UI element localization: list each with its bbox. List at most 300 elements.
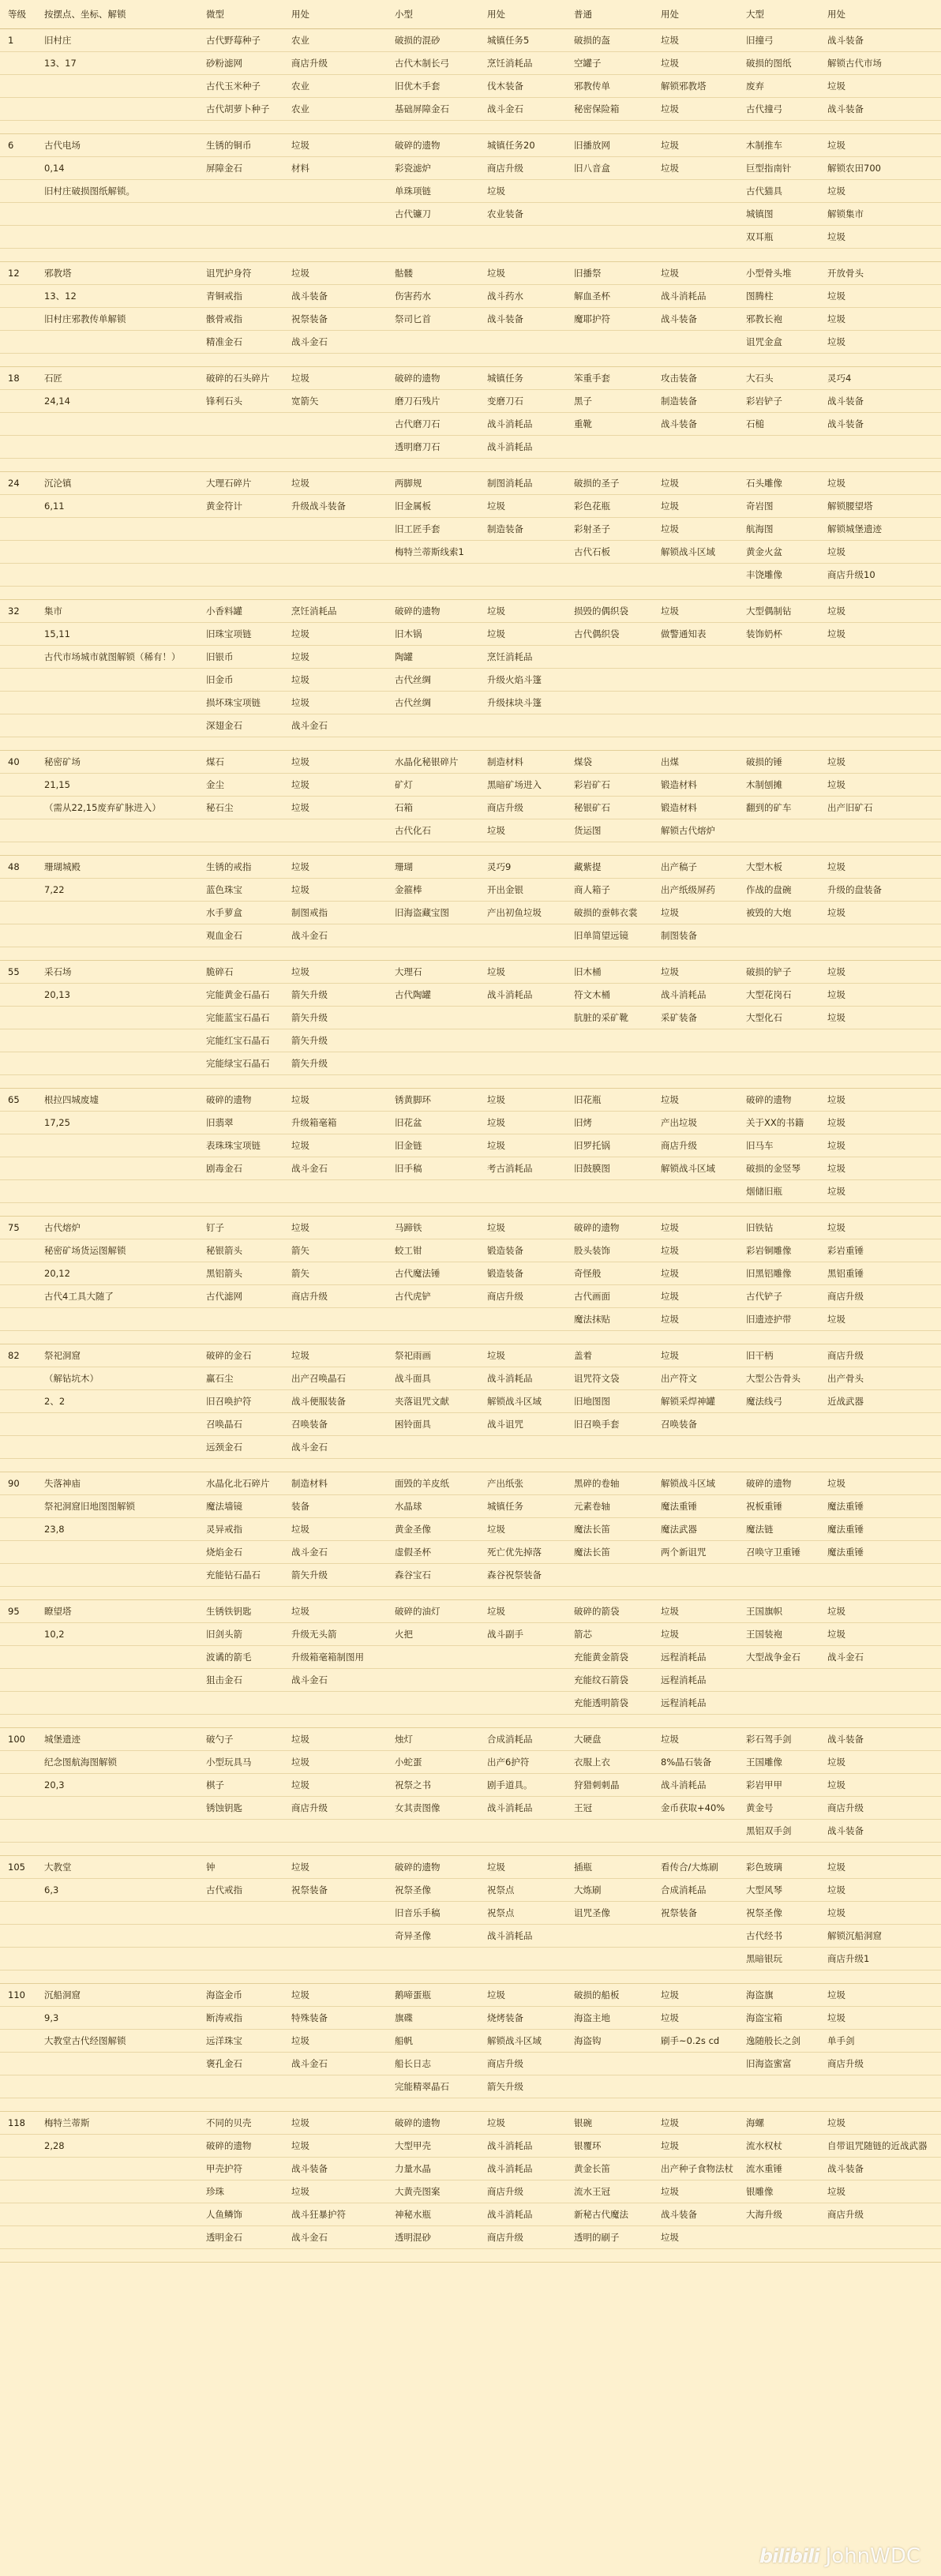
table-cell (36, 203, 198, 226)
table-cell: 垃圾 (479, 1089, 566, 1112)
table-cell (653, 1564, 738, 1587)
table-cell: 魔耶护符 (566, 308, 653, 331)
table-cell: 垃圾 (653, 262, 738, 285)
table-cell: 小型骨头堆 (738, 262, 819, 285)
table-cell: 死亡优先掉落 (479, 1541, 566, 1564)
table-cell: 垃圾 (283, 797, 387, 819)
table-cell: 垃圾 (819, 1774, 941, 1797)
table-cell: 垃圾 (283, 1984, 387, 2007)
table-cell: 灵巧9 (479, 856, 566, 879)
table-cell: 升级抹块斗篷 (479, 692, 566, 714)
table-cell: 垃圾 (653, 1285, 738, 1308)
table-cell: 秘密矿场 (36, 751, 198, 774)
table-cell: 精准金石 (198, 331, 283, 354)
table-row (0, 2053, 941, 2075)
table-cell: 垃圾 (819, 1984, 941, 2007)
table-cell (738, 1564, 819, 1587)
table-cell: 木制刨摊 (738, 774, 819, 797)
table-cell: 垃圾 (819, 308, 941, 331)
table-cell: 远颈金石 (198, 1436, 283, 1459)
table-cell: 垃圾 (653, 902, 738, 924)
table-cell (283, 819, 387, 842)
table-cell: 垃圾 (653, 600, 738, 623)
table-cell: 装备 (283, 1495, 387, 1518)
table-cell: 古代丝绸 (387, 692, 479, 714)
table-row (0, 1728, 941, 1751)
table-cell: 垃圾 (479, 180, 566, 203)
table-cell (653, 436, 738, 459)
table-row (0, 1879, 941, 1902)
table-cell: 7,22 (36, 879, 198, 902)
table-cell: 召唤晶石 (198, 1413, 283, 1436)
table-cell (387, 1436, 479, 1459)
table-cell (738, 714, 819, 737)
table-cell (198, 180, 283, 203)
table-row (0, 1413, 941, 1436)
table-cell: 黑铝箭头 (198, 1262, 283, 1285)
table-cell: 垃圾 (653, 1984, 738, 2007)
table-cell: 垃圾 (653, 2135, 738, 2158)
table-cell (0, 564, 36, 587)
table-cell (479, 331, 566, 354)
header-row (0, 0, 941, 29)
table-cell (819, 924, 941, 947)
table-cell: 双耳瓶 (738, 226, 819, 249)
table-cell: 垃圾 (653, 1344, 738, 1367)
table-cell (566, 669, 653, 692)
table-row (0, 1217, 941, 1239)
table-cell: 垃圾 (819, 1217, 941, 1239)
table-cell: 木制推车 (738, 134, 819, 157)
table-cell: 煤袋 (566, 751, 653, 774)
col-small: 小型 (387, 0, 479, 29)
table-cell (566, 203, 653, 226)
table-cell: 农业 (283, 98, 387, 121)
table-cell: 战斗金石 (283, 714, 387, 737)
table-cell: 解锁城堡遗迹 (819, 518, 941, 541)
table-cell: 深翅金石 (198, 714, 283, 737)
table-cell (0, 495, 36, 518)
table-cell: 狙击金石 (198, 1669, 283, 1692)
table-row (0, 1820, 941, 1843)
table-cell (0, 1262, 36, 1285)
table-row (0, 2030, 941, 2053)
table-cell: 战斗金石 (283, 1541, 387, 1564)
table-cell: 鹅啼蛋瓶 (387, 1984, 479, 2007)
table-cell: 伐木装备 (479, 75, 566, 98)
table-cell (198, 1692, 283, 1715)
table-cell: 祝祭圣像 (738, 1902, 819, 1925)
table-cell (566, 180, 653, 203)
table-cell (566, 1564, 653, 1587)
table-cell (566, 646, 653, 669)
table-cell: 彩色玻璃 (738, 1856, 819, 1879)
table-cell: 剧毒金石 (198, 1157, 283, 1180)
table-cell (0, 1180, 36, 1203)
table-cell: 破碎的遗物 (198, 2135, 283, 2158)
table-cell (0, 52, 36, 75)
table-cell: 大型风琴 (738, 1879, 819, 1902)
col-small-use: 用处 (479, 0, 566, 29)
table-cell: 垃圾 (819, 1472, 941, 1495)
table-cell: 古代经书 (738, 1925, 819, 1948)
table-cell: 完能绿宝石晶石 (198, 1052, 283, 1075)
table-row (0, 1925, 941, 1948)
table-cell (0, 1879, 36, 1902)
table-cell: 20,13 (36, 984, 198, 1007)
table-cell (738, 1029, 819, 1052)
table-cell: 脆碎石 (198, 961, 283, 984)
table-cell: 变磨刀石 (479, 390, 566, 413)
table-cell: 出煤 (653, 751, 738, 774)
table-cell: 解锁采焊神罐 (653, 1390, 738, 1413)
table-cell (819, 819, 941, 842)
table-cell: 骸骨戒指 (198, 308, 283, 331)
table-cell (283, 1180, 387, 1203)
table-cell: 垃圾 (653, 1600, 738, 1623)
table-cell: 波谲的箭毛 (198, 1646, 283, 1669)
table-cell: 战斗装备 (819, 2158, 941, 2180)
table-cell: 解锁农田700 (819, 157, 941, 180)
table-cell: 古代石板 (566, 541, 653, 564)
table-cell (0, 285, 36, 308)
table-cell: 垃圾 (283, 1600, 387, 1623)
table-row (0, 669, 941, 692)
table-cell (0, 2203, 36, 2226)
table-cell (566, 1925, 653, 1948)
table-row (0, 495, 941, 518)
table-cell (566, 714, 653, 737)
table-cell (479, 1052, 566, 1075)
col-normal-use: 用处 (653, 0, 738, 29)
table-cell (283, 518, 387, 541)
table-row (0, 1856, 941, 1879)
separator-row (0, 2249, 941, 2263)
table-cell: 出产符文 (653, 1367, 738, 1390)
table-cell (566, 1180, 653, 1203)
table-cell: 商人箱子 (566, 879, 653, 902)
table-cell: 黄金火盆 (738, 541, 819, 564)
table-cell (566, 436, 653, 459)
table-cell (387, 1052, 479, 1075)
table-cell: 插瓶 (566, 1856, 653, 1879)
table-cell: 升级箱毫箱制图用 (283, 1646, 387, 1669)
table-cell: 股头装饰 (566, 1239, 653, 1262)
table-cell: 城镇任务 (479, 367, 566, 390)
table-cell (0, 714, 36, 737)
table-cell (566, 692, 653, 714)
table-cell (0, 308, 36, 331)
table-cell: 垃圾 (479, 262, 566, 285)
table-cell: 破损的金竖琴 (738, 1157, 819, 1180)
table-cell (36, 819, 198, 842)
separator-row (0, 587, 941, 600)
table-row (0, 1495, 941, 1518)
table-cell: 6,3 (36, 1879, 198, 1902)
table-cell: 彩岩铜雕像 (738, 1239, 819, 1262)
table-cell: 箭矢 (283, 1239, 387, 1262)
separator-row (0, 459, 941, 472)
table-cell: 神秘水瓶 (387, 2203, 479, 2226)
table-cell (479, 541, 566, 564)
table-cell: 垃圾 (653, 1089, 738, 1112)
table-cell (36, 2180, 198, 2203)
table-cell (0, 1239, 36, 1262)
table-cell: 水晶球 (387, 1495, 479, 1518)
table-cell: 钟 (198, 1856, 283, 1879)
table-row (0, 1390, 941, 1413)
table-cell (653, 1820, 738, 1843)
table-cell: 破损的船板 (566, 1984, 653, 2007)
table-cell: 城堡遗迹 (36, 1728, 198, 1751)
table-cell: 垃圾 (283, 2135, 387, 2158)
table-cell: 城镇任务20 (479, 134, 566, 157)
table-cell: 旧村庄邪教传单解锁 (36, 308, 198, 331)
table-cell: 海盗金币 (198, 1984, 283, 2007)
table-cell (566, 2075, 653, 2098)
table-cell (819, 1669, 941, 1692)
table-cell: 出产骨头 (819, 1367, 941, 1390)
table-cell: 翻到的矿车 (738, 797, 819, 819)
table-cell: 藏紫提 (566, 856, 653, 879)
table-cell: 做警通知表 (653, 623, 738, 646)
table-cell (819, 1413, 941, 1436)
table-cell: 24 (0, 472, 36, 495)
table-cell: 战斗消耗品 (479, 1367, 566, 1390)
table-cell: 垃圾 (819, 331, 941, 354)
separator-row (0, 354, 941, 367)
table-cell: 森谷祝祭装备 (479, 1564, 566, 1587)
table-row (0, 1774, 941, 1797)
table-cell: 古代镰刀 (387, 203, 479, 226)
table-cell: 商店升级 (819, 2203, 941, 2226)
table-cell: 观血金石 (198, 924, 283, 947)
table-cell: 古代电场 (36, 134, 198, 157)
table-cell: 梅特兰蒂斯线索1 (387, 541, 479, 564)
table-cell: 升级战斗装备 (283, 495, 387, 518)
table-cell: 面毁的羊皮纸 (387, 1472, 479, 1495)
table-cell: 秘石尘 (198, 797, 283, 819)
table-cell: 垃圾 (819, 2112, 941, 2135)
table-cell: 黄金圣像 (387, 1518, 479, 1541)
table-cell: 黑子 (566, 390, 653, 413)
table-cell: 战斗装备 (653, 2203, 738, 2226)
table-cell: 狩猎刺刺晶 (566, 1774, 653, 1797)
table-cell: 垃圾 (653, 472, 738, 495)
table-cell (738, 2075, 819, 2098)
table-cell (0, 669, 36, 692)
table-cell: 战斗消耗品 (479, 1797, 566, 1820)
table-cell: 困铃面具 (387, 1413, 479, 1436)
table-row (0, 1308, 941, 1331)
table-cell: 旧播放网 (566, 134, 653, 157)
col-tiny-use: 用处 (283, 0, 387, 29)
table-cell: 珊瑚 (387, 856, 479, 879)
table-cell (0, 1495, 36, 1518)
table-cell (819, 646, 941, 669)
table-cell: 垃圾 (653, 961, 738, 984)
table-cell: 材料 (283, 157, 387, 180)
table-cell (479, 1646, 566, 1669)
table-cell: 开放骨头 (819, 262, 941, 285)
col-tiny: 微型 (198, 0, 283, 29)
table-cell: 棋子 (198, 1774, 283, 1797)
table-cell: 采石场 (36, 961, 198, 984)
table-cell: 伤害药水 (387, 285, 479, 308)
table-cell: 祭祀洞窟 (36, 1344, 198, 1367)
table-cell: 20,3 (36, 1774, 198, 1797)
table-cell: 召唤装备 (653, 1413, 738, 1436)
table-cell: 祝祭装备 (283, 308, 387, 331)
table-cell: 48 (0, 856, 36, 879)
table-cell (653, 646, 738, 669)
table-cell: 纪念图航海图解锁 (36, 1751, 198, 1774)
table-cell (566, 1052, 653, 1075)
table-cell (36, 331, 198, 354)
table-cell: 彩瓷滤炉 (387, 157, 479, 180)
table-cell: 赢石尘 (198, 1367, 283, 1390)
table-cell: 战斗副手 (479, 1623, 566, 1646)
table-cell: 重靴 (566, 413, 653, 436)
col-location: 按摆点、坐标、解锁 (36, 0, 198, 29)
table-row (0, 1285, 941, 1308)
table-cell (566, 2053, 653, 2075)
table-cell: 透明磨刀石 (387, 436, 479, 459)
separator-row (0, 121, 941, 134)
table-cell (0, 331, 36, 354)
table-cell: 开出金银 (479, 879, 566, 902)
table-cell: 13、17 (36, 52, 198, 75)
table-cell (36, 413, 198, 436)
table-cell (0, 1925, 36, 1948)
table-cell: 垃圾 (479, 495, 566, 518)
table-row (0, 564, 941, 587)
table-cell: 战斗装备 (479, 308, 566, 331)
table-cell (36, 1948, 198, 1970)
table-cell (283, 541, 387, 564)
table-cell: 石头雕像 (738, 472, 819, 495)
table-row (0, 518, 941, 541)
table-cell: 垃圾 (283, 2180, 387, 2203)
table-cell (36, 1564, 198, 1587)
table-cell: 大型战争金石 (738, 1646, 819, 1669)
table-cell: 古代木制长弓 (387, 52, 479, 75)
table-cell (479, 226, 566, 249)
table-cell: 彩岩铲子 (738, 390, 819, 413)
table-cell (36, 1646, 198, 1669)
table-row (0, 646, 941, 669)
table-cell: 旧优木手套 (387, 75, 479, 98)
table-cell (479, 714, 566, 737)
table-cell: 破碎的油灯 (387, 1600, 479, 1623)
table-row (0, 226, 941, 249)
table-cell: 垃圾 (819, 75, 941, 98)
table-row (0, 1112, 941, 1134)
table-cell (653, 692, 738, 714)
table-cell: 青铜戒指 (198, 285, 283, 308)
table-cell: 烛灯 (387, 1728, 479, 1751)
table-cell (566, 1436, 653, 1459)
table-cell: 战斗消耗品 (653, 1774, 738, 1797)
table-cell: 船帆 (387, 2030, 479, 2053)
table-cell: 旧木锅 (387, 623, 479, 646)
table-cell (819, 1052, 941, 1075)
table-cell: 垃圾 (653, 2226, 738, 2249)
table-cell: 破勺子 (198, 1728, 283, 1751)
table-cell: 旧工匠手套 (387, 518, 479, 541)
table-row (0, 2158, 941, 2180)
table-cell: 出产种子食物法杖 (653, 2158, 738, 2180)
table-cell (0, 1285, 36, 1308)
table-cell: 力量水晶 (387, 2158, 479, 2180)
table-cell: 船长日志 (387, 2053, 479, 2075)
table-row (0, 600, 941, 623)
table-cell (198, 1925, 283, 1948)
table-cell: 装饰奶杯 (738, 623, 819, 646)
table-row (0, 2203, 941, 2226)
table-cell: 损坏珠宝项链 (198, 692, 283, 714)
table-row (0, 623, 941, 646)
table-row (0, 285, 941, 308)
table-cell: 垃圾 (283, 1518, 387, 1541)
table-cell (36, 2053, 198, 2075)
table-cell (198, 1820, 283, 1843)
table-cell: 破碎的箭袋 (566, 1600, 653, 1623)
table-row (0, 413, 941, 436)
table-cell: 110 (0, 1984, 36, 2007)
table-cell (653, 1925, 738, 1948)
table-cell: 祝祭点 (479, 1879, 566, 1902)
table-cell: 21,15 (36, 774, 198, 797)
separator-row (0, 1587, 941, 1600)
table-cell (36, 1052, 198, 1075)
table-cell: 古代撞弓 (738, 98, 819, 121)
table-cell: 断涛戒指 (198, 2007, 283, 2030)
table-cell (198, 819, 283, 842)
table-cell: 烟储旧瓶 (738, 1180, 819, 1203)
table-cell: 解锁邪教塔 (653, 75, 738, 98)
table-cell: 攻击装备 (653, 367, 738, 390)
table-cell: 诅咒金盒 (738, 331, 819, 354)
table-cell: 破损的圣子 (566, 472, 653, 495)
separator-row (0, 1843, 941, 1856)
table-cell: 魔法墙镜 (198, 1495, 283, 1518)
table-cell (198, 1180, 283, 1203)
table-cell (0, 1518, 36, 1541)
table-cell: 20,12 (36, 1262, 198, 1285)
table-cell: 黄金长笛 (566, 2158, 653, 2180)
table-cell: 垃圾 (819, 1180, 941, 1203)
table-cell: 垃圾 (283, 669, 387, 692)
table-cell: （需从22,15废弃矿脉进入） (36, 797, 198, 819)
table-cell: 升级无头箭 (283, 1623, 387, 1646)
table-cell: 商店升级 (479, 2226, 566, 2249)
table-cell: 垃圾 (479, 600, 566, 623)
table-cell: 垃圾 (819, 984, 941, 1007)
table-cell: 被毁的大炮 (738, 902, 819, 924)
table-cell: 图腾柱 (738, 285, 819, 308)
table-cell (0, 1948, 36, 1970)
table-cell: 旧翡翠 (198, 1112, 283, 1134)
table-cell: 解锁战斗区域 (653, 1157, 738, 1180)
table-cell (36, 1541, 198, 1564)
table-cell (0, 1007, 36, 1029)
table-cell (738, 819, 819, 842)
table-cell: 古代磨刀石 (387, 413, 479, 436)
table-cell: 战斗装备 (819, 1820, 941, 1843)
table-cell (387, 226, 479, 249)
table-cell: 82 (0, 1344, 36, 1367)
